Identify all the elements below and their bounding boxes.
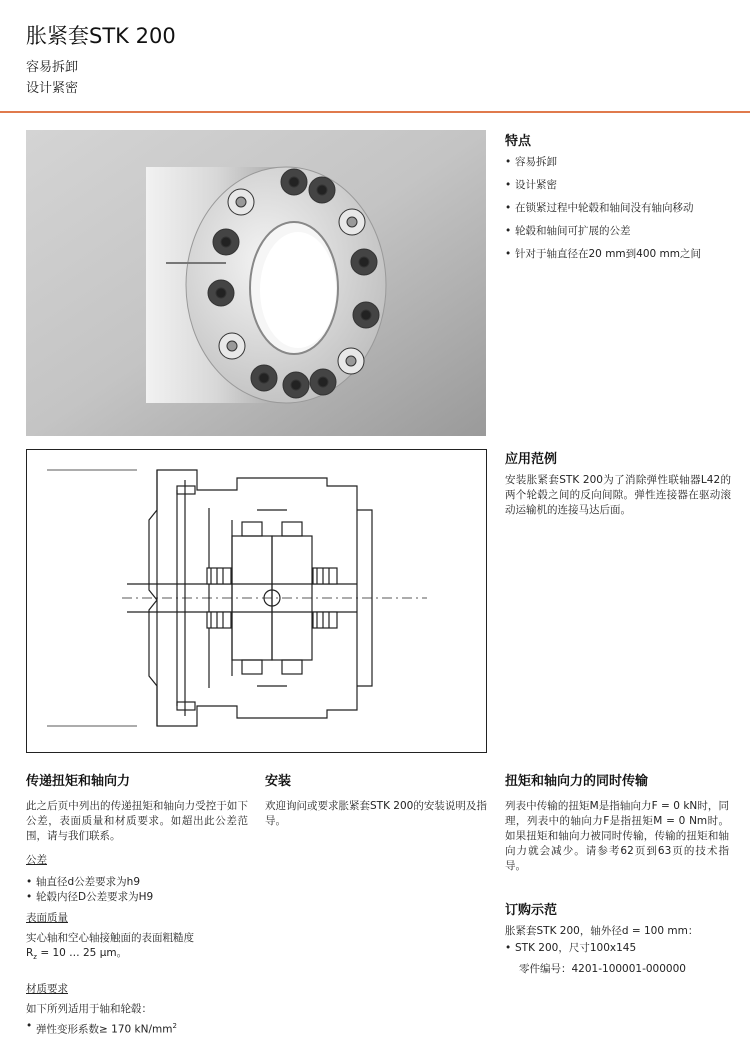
- order-heading: 订购示范: [505, 903, 558, 918]
- subtitle-compact-design: 设计紧密: [26, 81, 79, 96]
- tolerance-title: 公差: [26, 854, 47, 866]
- feature-item: • 容易拆卸: [505, 155, 735, 170]
- page-title: 胀紧套STK 200: [26, 24, 176, 48]
- application-text: 安装胀紧套STK 200为了消除弹性联轴器L42的两个轮毂之间的反向间隙。弹性连接器在驱动滚动运输机的连接马达后面。: [505, 474, 731, 516]
- material-title: 材质要求: [26, 983, 68, 996]
- installation-text: 欢迎询问或要求胀紧套STK 200的安装说明及指导。: [265, 800, 487, 827]
- tolerance-item: • 轮毂内径D公差要求为H9: [26, 890, 248, 905]
- surface-title: 表面质量: [26, 912, 68, 924]
- subtitle-easy-removal: 容易拆卸: [26, 60, 79, 75]
- simultaneous-heading: 扭矩和轴向力的同时传输: [505, 774, 649, 789]
- order-line: 胀紧套STK 200，轴外径d = 100 mm：: [505, 925, 699, 937]
- application-drawing: [26, 449, 487, 753]
- torque-heading: 传递扭矩和轴向力: [26, 774, 131, 789]
- feature-item: • 轮毂和轴间可扩展的公差: [505, 224, 735, 239]
- feature-item: • 针对于轴直径在20 mm到400 mm之间: [505, 247, 735, 262]
- simultaneous-text: 列表中传输的扭矩M是指轴向力F = 0 kN时，同理，列表中的轴向力F是指扭矩M = 0 Nm时。如果扭矩和轴向力被同时传输，传输的扭矩和轴向力就会减少。请参考62页到63页的技术指导。: [505, 800, 729, 872]
- features-heading: 特点: [505, 134, 532, 149]
- feature-item: • 在锁紧过程中轮毂和轴间没有轴向移动: [505, 201, 735, 216]
- material-item: • 弹性变形系数≥ 170 $kN/mm^2$: [26, 1019, 248, 1038]
- order-part-number: 零件编号：4201-100001-000000: [519, 963, 686, 975]
- feature-item: • 设计紧密: [505, 178, 735, 193]
- header-divider: [0, 111, 750, 113]
- material-text: 如下所列适用于轴和轮毂：: [26, 1003, 152, 1016]
- tolerance-item: • 轴直径d公差要求为h9: [26, 875, 248, 890]
- order-item: • STK 200，尺寸100x145: [505, 941, 735, 956]
- application-heading: 应用范例: [505, 452, 558, 467]
- torque-text: 此之后页中列出的传递扭矩和轴向力受控于如下公差，表面质量和材质要求。如超出此公差范围，请与我们联系。: [26, 800, 248, 842]
- installation-heading: 安装: [265, 774, 292, 789]
- surface-text: 实心轴和空心轴接触面的表面粗糙度: [26, 932, 194, 944]
- product-photo: [26, 130, 486, 436]
- surface-value: $R_z = 10$ … 25 µm。: [26, 947, 128, 962]
